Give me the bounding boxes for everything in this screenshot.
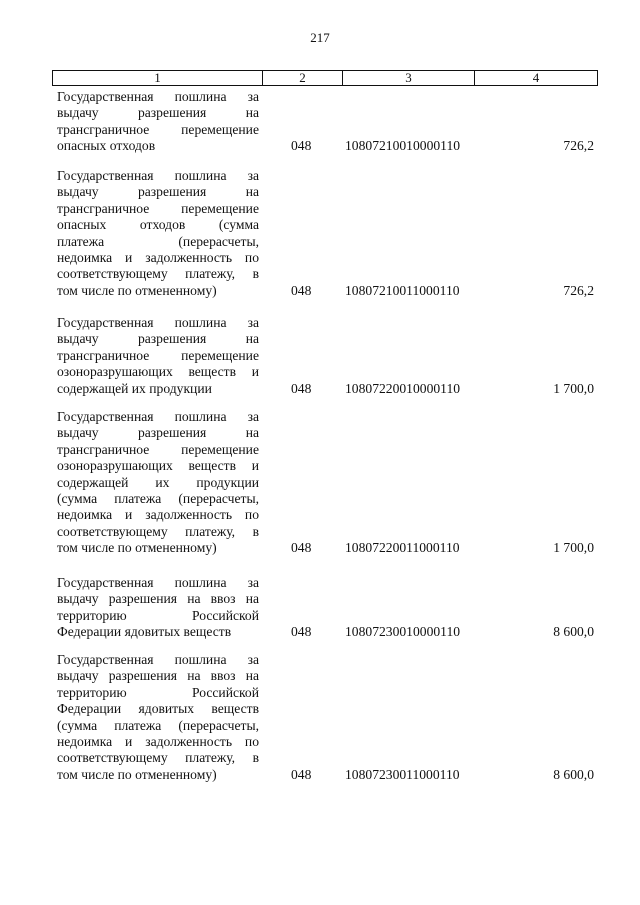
description-line: озоноразрушающих веществ и — [57, 364, 259, 380]
header-col-1: 1 — [53, 71, 263, 85]
row-admin-code: 048 — [291, 380, 312, 396]
description-line: (сумма платежа (перерасчеты, — [57, 491, 259, 507]
description-line: выдачу разрешения на ввоз на — [57, 591, 259, 607]
description-line: трансграничное перемещение — [57, 347, 259, 363]
table-row — [0, 575, 640, 641]
description-line: недоимка и задолженность по — [57, 250, 259, 266]
table-row — [0, 168, 640, 299]
description-line: том числе по отмененному) — [57, 540, 217, 556]
description-line: выдачу разрешения на — [57, 331, 259, 347]
row-description — [57, 575, 259, 641]
description-line: содержащей их продукции — [57, 380, 212, 396]
description-line: озоноразрушающих веществ и — [57, 458, 259, 474]
row-admin-code: 048 — [291, 766, 312, 782]
row-amount: 726,2 — [563, 282, 594, 298]
description-line: опасных отходов — [57, 138, 156, 154]
description-line: выдачу разрешения на — [57, 105, 259, 121]
description-line: (сумма платежа (перерасчеты, — [57, 717, 259, 733]
description-line: выдачу разрешения на ввоз на — [57, 668, 259, 684]
page-number: 217 — [310, 30, 330, 45]
row-admin-code: 048 — [291, 540, 312, 556]
row-budget-code: 10807230011000110 — [345, 766, 460, 782]
table-header — [52, 70, 598, 86]
row-admin-code: 048 — [291, 624, 312, 640]
description-line: недоимка и задолженность по — [57, 734, 259, 750]
header-col-3: 3 — [343, 71, 475, 85]
row-admin-code: 048 — [291, 138, 312, 154]
description-line: опасных отходов (сумма — [57, 217, 259, 233]
description-line: Государственная пошлина за — [57, 575, 259, 590]
table-row — [0, 652, 640, 783]
description-line: трансграничное перемещение — [57, 121, 259, 137]
description-line: том числе по отмененному) — [57, 766, 217, 782]
row-budget-code: 10807210010000110 — [345, 138, 461, 154]
description-line: Федерации ядовитых веществ — [57, 624, 232, 640]
row-description — [57, 409, 259, 557]
row-amount: 1 700,0 — [553, 380, 594, 396]
description-line: трансграничное перемещение — [57, 441, 259, 457]
description-line: Государственная пошлина за — [57, 89, 259, 104]
row-description — [57, 652, 259, 783]
description-line: выдачу разрешения на — [57, 184, 259, 200]
description-line: выдачу разрешения на — [57, 425, 259, 441]
description-line: Государственная пошлина за — [57, 409, 259, 424]
row-description — [57, 168, 259, 299]
description-line: том числе по отмененному) — [57, 282, 217, 298]
description-line: Федерации ядовитых веществ — [57, 701, 259, 717]
table-row — [0, 89, 640, 155]
row-budget-code: 10807220010000110 — [345, 380, 461, 396]
description-line: соответствующему платежу, в — [57, 750, 259, 766]
row-budget-code: 10807230010000110 — [345, 624, 461, 640]
description-line: недоимка и задолженность по — [57, 507, 259, 523]
description-line: Государственная пошлина за — [57, 652, 259, 667]
description-line: трансграничное перемещение — [57, 200, 259, 216]
header-col-2: 2 — [263, 71, 343, 85]
description-line: соответствующему платежу, в — [57, 266, 259, 282]
description-line: территорию Российской — [57, 607, 259, 623]
description-line: территорию Российской — [57, 684, 259, 700]
table-row — [0, 315, 640, 397]
row-description — [57, 315, 259, 397]
row-amount: 1 700,0 — [553, 540, 594, 556]
description-line: соответствующему платежу, в — [57, 523, 259, 539]
row-budget-code: 10807210011000110 — [345, 282, 460, 298]
header-col-4: 4 — [532, 70, 540, 85]
description-line: Государственная пошлина за — [57, 168, 259, 183]
table-row — [0, 409, 640, 557]
description-line: Государственная пошлина за — [57, 315, 259, 330]
row-admin-code: 048 — [291, 282, 312, 298]
row-amount: 8 600,0 — [553, 624, 594, 640]
description-line: платежа (перерасчеты, — [57, 233, 259, 249]
description-line: содержащей их продукции — [57, 474, 259, 490]
row-budget-code: 10807220011000110 — [345, 540, 460, 556]
row-amount: 8 600,0 — [553, 766, 594, 782]
row-description — [57, 89, 259, 155]
row-amount: 726,2 — [563, 138, 594, 154]
